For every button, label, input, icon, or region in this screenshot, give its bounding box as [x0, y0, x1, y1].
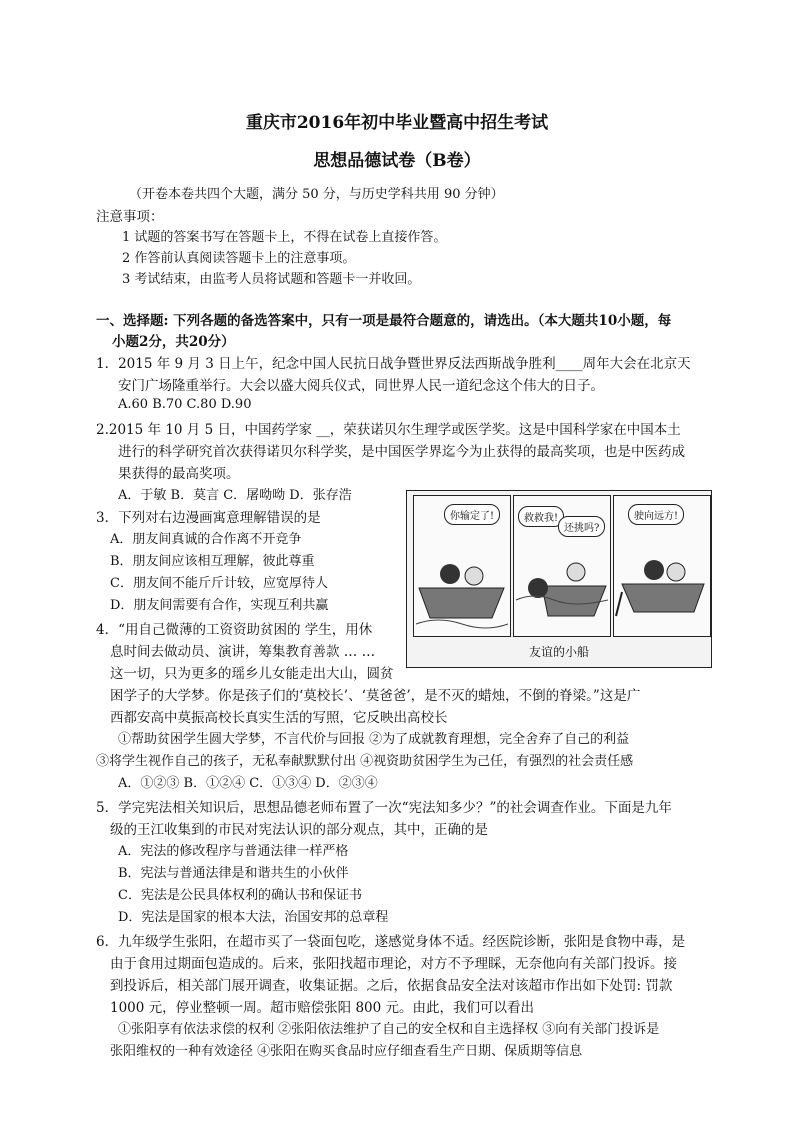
note-item: 1 试题的答案书写在答题卡上，不得在试卷上直接作答。 — [122, 230, 447, 245]
q3-stem: 3．下列对右边漫画寓意理解错误的是 — [96, 510, 321, 526]
q6-choices: ①张阳享有依法求偿的权利 ②张阳依法维护了自己的安全权和自主选择权 ③向有关部门投诉是 — [118, 1022, 660, 1037]
q6-stem-cont: 由于食用过期面包造成的。后来，张阳找超市理论，对方不予理睬，无奈他向有关部门投诉。接 — [110, 956, 677, 972]
q4-stem-cont: 困学子的大学梦。你是孩子们的‘莫校长’、‘莫爸爸’，是不灭的蜡烛，不倒的脊梁。”这是广 — [110, 688, 641, 704]
note-item: 2 作答前认真阅读答题卡上的注意事项。 — [122, 251, 356, 266]
q4-choices: ③将学生视作自己的孩子，无私奉献默默付出 ④视资助贫困学生为己任，有强烈的社会责任感 — [96, 754, 634, 769]
q1-stem: 1．2015 年 9 月 3 日上午，纪念中国人民抗日战争暨世界反法西斯战争胜利____周年大会在北京天 — [96, 356, 691, 372]
note-item: 3 考试结束，由监考人员将试题和答题卡一并收回。 — [122, 272, 421, 287]
q5-option-d: D．宪法是国家的根本大法，治国安邦的总章程 — [118, 910, 389, 925]
q2-options: A．于敏 B．莫言 C．屠呦呦 D．张存浩 — [118, 488, 352, 503]
speech-bubble: 驶向远方! — [628, 504, 684, 525]
section-heading: 一、选择题: 下列各题的备选答案中，只有一项是最符合题意的，请选出。（本大题共10小题，每 — [96, 313, 672, 329]
section-heading-cont: 小题2分，共20分） — [112, 334, 235, 350]
page-title: 重庆市2016年初中毕业暨高中招生考试 — [245, 113, 549, 133]
exam-info: （开卷本卷共四个大题，满分 50 分，与历史学科共用 90 分钟） — [129, 187, 504, 202]
q3-option-d: D．朋友间需要有合作，实现互利共赢 — [110, 598, 329, 613]
speech-bubble: 还挑吗? — [558, 516, 605, 537]
q1-options: A.60 B.70 C.80 D.90 — [118, 397, 252, 412]
cartoon-panel — [513, 495, 611, 637]
cartoon-panel — [613, 495, 711, 637]
q5-stem: 5．学完宪法相关知识后，思想品德老师布置了一次“宪法知多少？”的社会调查作业。下面是九年 — [96, 800, 672, 816]
q6-stem-cont: 1000 元，停业整顿一周。超市赔偿张阳 800 元。由此，我们可以看出 — [110, 1000, 534, 1016]
q2-stem: 2.2015 年 10 月 5 日，中国药学家 __，荣获诺贝尔生理学或医学奖。这是中国科学家在中国本土 — [96, 422, 681, 438]
q5-option-c: C．宪法是公民具体权利的确认书和保证书 — [118, 888, 362, 903]
q3-option-a: A．朋友间真诚的合作离不开竞争 — [110, 532, 302, 547]
q6-stem-cont: 到投诉后，相关部门展开调查，收集证据。之后，依据食品安全法对该超市作出如下处罚: 罚款 — [110, 978, 673, 994]
q3-option-b: B．朋友间应该相互理解，彼此尊重 — [110, 554, 315, 569]
q4-stem-cont: 这一切，只为更多的瑶乡儿女能走出大山，圆贫 — [110, 666, 394, 682]
q5-stem-cont: 级的王江收集到的市民对宪法认识的部分观点，其中，正确的是 — [110, 822, 488, 838]
notes-heading: 注意事项： — [96, 209, 164, 225]
q5-option-a: A．宪法的修改程序与普通法律一样严格 — [118, 844, 349, 859]
cartoon-image — [406, 490, 712, 668]
q4-stem-cont: 西都安高中莫振高校长真实生活的写照，它反映出高校长 — [110, 710, 448, 726]
q2-stem-cont: 进行的科学研究首次获得诺贝尔科学奖，是中国医学界迄今为止获得的最高奖项，也是中医药成 — [118, 444, 685, 460]
q5-option-b: B．宪法与普通法律是和谐共生的小伙伴 — [118, 866, 349, 881]
speech-bubble: 救救我! — [518, 506, 564, 527]
q4-choices: ①帮助贫困学生圆大学梦，不言代价与回报 ②为了成就教育理想，完全舍弃了自己的利益 — [118, 732, 630, 747]
cartoon-panel — [413, 495, 511, 637]
q6-stem: 6．九年级学生张阳，在超市买了一袋面包吃，遂感觉身体不适。经医院诊断，张阳是食物中毒，是 — [96, 934, 686, 950]
q4-options: A．①②③ B．①②④ C．①③④ D．②③④ — [118, 776, 378, 791]
q3-option-c: C．朋友间不能斤斤计较，应宽厚待人 — [110, 576, 328, 591]
cartoon-caption: 友谊的小船 — [528, 645, 589, 659]
q4-stem-cont: 息时间去做动员、演讲，筹集教育善款 … … — [110, 644, 376, 660]
page-subtitle: 思想品德试卷（B卷） — [313, 151, 481, 171]
q2-stem-cont: 果获得的最高奖项。 — [118, 466, 240, 482]
speech-bubble: 你输定了! — [444, 504, 500, 525]
q6-choices: 张阳维权的一种有效途径 ④张阳在购买食品时应仔细查看生产日期、保质期等信息 — [110, 1044, 583, 1059]
q1-stem-cont: 安门广场隆重举行。大会以盛大阅兵仪式，同世界人民一道纪念这个伟大的日子。 — [118, 378, 604, 394]
q4-stem: 4．“用自己微薄的工资资助贫困的 学生，用休 — [96, 622, 373, 638]
